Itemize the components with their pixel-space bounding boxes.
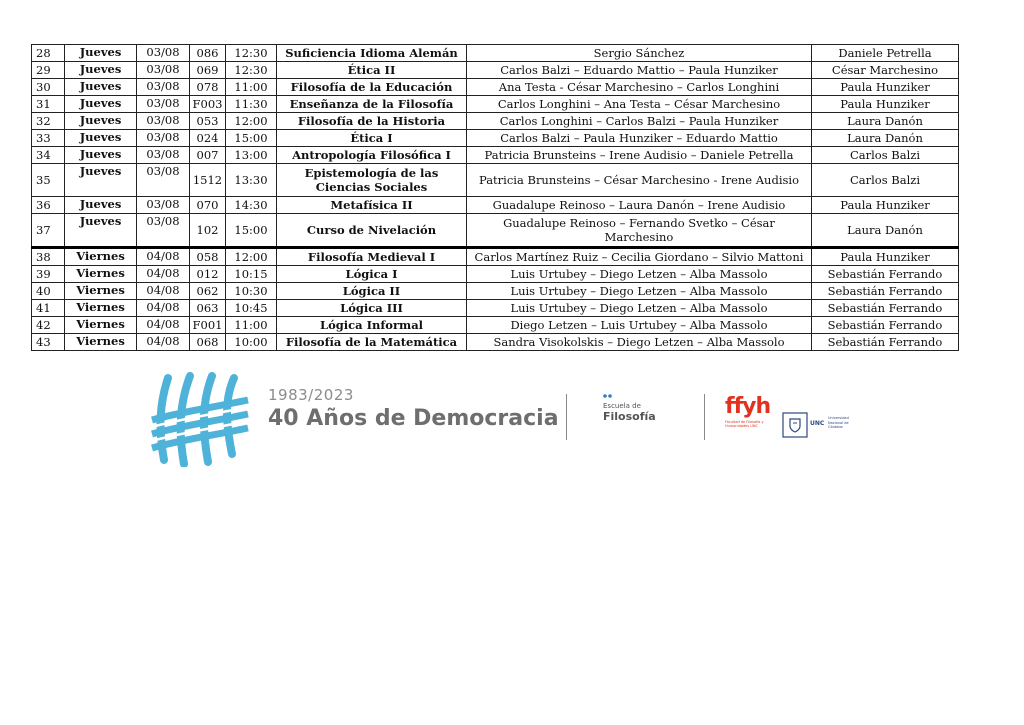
room-cell: 024: [190, 130, 226, 147]
day-cell: Jueves: [65, 164, 137, 197]
day-cell: Jueves: [65, 130, 137, 147]
time-cell: 13:00: [226, 147, 277, 164]
unc-text: Universidad Nacional de Córdoba: [828, 416, 849, 429]
substitute-cell: Carlos Balzi: [812, 147, 959, 164]
day-cell: Viernes: [65, 248, 137, 266]
table-row: [32, 266, 959, 283]
exam-schedule-table: [31, 44, 959, 351]
room-cell: F003: [190, 96, 226, 113]
time-cell: 15:00: [226, 214, 277, 248]
tribunal-cell: Guadalupe Reinoso – Laura Danón – Irene Audisio: [467, 197, 812, 214]
room-cell: 078: [190, 79, 226, 96]
tribunal-cell: Carlos Balzi – Eduardo Mattio – Paula Hunziker: [467, 62, 812, 79]
substitute-cell: Paula Hunziker: [812, 248, 959, 266]
subject-cell: Lógica III: [277, 300, 467, 317]
subject-cell: Lógica I: [277, 266, 467, 283]
date-cell: 03/08: [137, 96, 190, 113]
room-cell: 063: [190, 300, 226, 317]
table-row: [32, 113, 959, 130]
unc-logo: [780, 412, 858, 438]
tribunal-cell: Carlos Longhini – Carlos Balzi – Paula Hunziker: [467, 113, 812, 130]
table-row: [32, 130, 959, 147]
day-cell: Jueves: [65, 62, 137, 79]
table-row: [32, 96, 959, 113]
table-row: [32, 283, 959, 300]
table-row: [32, 300, 959, 317]
substitute-cell: Sebastián Ferrando: [812, 266, 959, 283]
time-cell: 12:30: [226, 62, 277, 79]
day-cell: Viernes: [65, 300, 137, 317]
substitute-cell: Daniele Petrella: [812, 45, 959, 62]
row-number: 30: [32, 79, 65, 96]
day-cell: Viernes: [65, 317, 137, 334]
time-cell: 10:45: [226, 300, 277, 317]
substitute-cell: Sebastián Ferrando: [812, 283, 959, 300]
footer-logos: [150, 372, 870, 467]
subject-cell: Metafísica II: [277, 197, 467, 214]
row-number: 39: [32, 266, 65, 283]
substitute-cell: Paula Hunziker: [812, 79, 959, 96]
ffyh-logo: [725, 396, 771, 428]
table-row: [32, 248, 959, 266]
substitute-cell: Paula Hunziker: [812, 197, 959, 214]
day-cell: Viernes: [65, 334, 137, 351]
subject-cell: Filosofía de la Educación: [277, 79, 467, 96]
room-cell: 062: [190, 283, 226, 300]
date-cell: 04/08: [137, 334, 190, 351]
day-cell: Jueves: [65, 96, 137, 113]
row-number: 35: [32, 164, 65, 197]
row-number: 41: [32, 300, 65, 317]
subject-cell: Suficiencia Idioma Alemán: [277, 45, 467, 62]
room-cell: 102: [190, 214, 226, 248]
time-cell: 12:00: [226, 113, 277, 130]
date-cell: 04/08: [137, 266, 190, 283]
room-cell: 012: [190, 266, 226, 283]
time-cell: 10:30: [226, 283, 277, 300]
day-cell: Jueves: [65, 79, 137, 96]
tribunal-cell: Patricia Brunsteins – Irene Audisio – Daniele Petrella: [467, 147, 812, 164]
date-cell: 03/08: [137, 164, 190, 197]
date-cell: 03/08: [137, 130, 190, 147]
day-cell: Viernes: [65, 266, 137, 283]
room-cell: 070: [190, 197, 226, 214]
time-cell: 12:00: [226, 248, 277, 266]
escuela-label: Escuela de: [603, 402, 641, 410]
date-cell: 03/08: [137, 147, 190, 164]
table-row: [32, 214, 959, 248]
tribunal-cell: Luis Urtubey – Diego Letzen – Alba Massolo: [467, 283, 812, 300]
row-number: 36: [32, 197, 65, 214]
subject-cell: Filosofía Medieval I: [277, 248, 467, 266]
substitute-cell: Laura Danón: [812, 130, 959, 147]
tribunal-cell: Carlos Longhini – Ana Testa – César Marchesino: [467, 96, 812, 113]
substitute-cell: César Marchesino: [812, 62, 959, 79]
table-row: [32, 62, 959, 79]
date-cell: 03/08: [137, 62, 190, 79]
row-number: 31: [32, 96, 65, 113]
room-cell: 007: [190, 147, 226, 164]
row-number: 28: [32, 45, 65, 62]
date-cell: 04/08: [137, 317, 190, 334]
unc-label: UNC: [810, 420, 825, 427]
day-cell: Viernes: [65, 283, 137, 300]
tribunal-cell: Carlos Balzi – Paula Hunziker – Eduardo Mattio: [467, 130, 812, 147]
table-row: [32, 164, 959, 197]
date-cell: 03/08: [137, 214, 190, 248]
anniversary-title: 40 Años de Democracia: [268, 406, 559, 431]
tribunal-cell: Sandra Visokolskis – Diego Letzen – Alba Massolo: [467, 334, 812, 351]
row-number: 42: [32, 317, 65, 334]
time-cell: 11:00: [226, 317, 277, 334]
subject-cell: Lógica Informal: [277, 317, 467, 334]
time-cell: 15:00: [226, 130, 277, 147]
room-cell: 086: [190, 45, 226, 62]
subject-cell: Ética I: [277, 130, 467, 147]
divider: [704, 394, 705, 440]
room-cell: 1512: [190, 164, 226, 197]
row-number: 37: [32, 214, 65, 248]
subject-cell: Ética II: [277, 62, 467, 79]
table-row: [32, 45, 959, 62]
row-number: 43: [32, 334, 65, 351]
table-row: [32, 317, 959, 334]
substitute-cell: Sebastián Ferrando: [812, 317, 959, 334]
substitute-cell: Paula Hunziker: [812, 96, 959, 113]
time-cell: 11:30: [226, 96, 277, 113]
date-cell: 03/08: [137, 197, 190, 214]
tribunal-cell: Luis Urtubey – Diego Letzen – Alba Massolo: [467, 300, 812, 317]
dots-icon: [603, 394, 615, 398]
room-cell: 069: [190, 62, 226, 79]
row-number: 34: [32, 147, 65, 164]
table-row: [32, 197, 959, 214]
ffyh-wordmark: ffyh: [725, 394, 771, 419]
time-cell: 13:30: [226, 164, 277, 197]
anniversary-years: 1983/2023: [268, 386, 354, 404]
row-number: 29: [32, 62, 65, 79]
subject-cell: Filosofía de la Historia: [277, 113, 467, 130]
tribunal-cell: Ana Testa - César Marchesino – Carlos Longhini: [467, 79, 812, 96]
filosofia-label: Filosofía: [603, 410, 656, 423]
time-cell: 14:30: [226, 197, 277, 214]
time-cell: 11:00: [226, 79, 277, 96]
substitute-cell: Sebastián Ferrando: [812, 300, 959, 317]
day-cell: Jueves: [65, 147, 137, 164]
table-row: [32, 334, 959, 351]
date-cell: 03/08: [137, 45, 190, 62]
subject-cell: Epistemología de las Ciencias Sociales: [277, 164, 467, 197]
row-number: 40: [32, 283, 65, 300]
tribunal-cell: Sergio Sánchez: [467, 45, 812, 62]
time-cell: 10:00: [226, 334, 277, 351]
day-cell: Jueves: [65, 113, 137, 130]
row-number: 38: [32, 248, 65, 266]
room-cell: 053: [190, 113, 226, 130]
tribunal-cell: Patricia Brunsteins – César Marchesino - Irene Audisio: [467, 164, 812, 197]
tribunal-cell: Carlos Martínez Ruiz – Cecilia Giordano – Silvio Mattoni: [467, 248, 812, 266]
unc-shield-icon: [782, 412, 808, 438]
date-cell: 04/08: [137, 300, 190, 317]
row-number: 32: [32, 113, 65, 130]
day-cell: Jueves: [65, 214, 137, 248]
substitute-cell: Laura Danón: [812, 214, 959, 248]
date-cell: 04/08: [137, 248, 190, 266]
time-cell: 12:30: [226, 45, 277, 62]
subject-cell: Lógica II: [277, 283, 467, 300]
subject-cell: Filosofía de la Matemática: [277, 334, 467, 351]
ffyh-subtitle: Facultad de Filosofía y Humanidades UNC: [725, 420, 764, 428]
date-cell: 03/08: [137, 113, 190, 130]
subject-cell: Enseñanza de la Filosofía: [277, 96, 467, 113]
subject-cell: Antropología Filosófica I: [277, 147, 467, 164]
substitute-cell: Sebastián Ferrando: [812, 334, 959, 351]
tribunal-cell: Guadalupe Reinoso – Fernando Svetko – César Marchesino: [467, 214, 812, 248]
time-cell: 10:15: [226, 266, 277, 283]
subject-cell: Curso de Nivelación: [277, 214, 467, 248]
room-cell: 058: [190, 248, 226, 266]
tribunal-cell: Diego Letzen – Luis Urtubey – Alba Massolo: [467, 317, 812, 334]
room-cell: F001: [190, 317, 226, 334]
day-cell: Jueves: [65, 197, 137, 214]
substitute-cell: Laura Danón: [812, 113, 959, 130]
tribunal-cell: Luis Urtubey – Diego Letzen – Alba Massolo: [467, 266, 812, 283]
row-number: 33: [32, 130, 65, 147]
divider: [566, 394, 567, 440]
table-row: [32, 147, 959, 164]
date-cell: 04/08: [137, 283, 190, 300]
substitute-cell: Carlos Balzi: [812, 164, 959, 197]
table-row: [32, 79, 959, 96]
date-cell: 03/08: [137, 79, 190, 96]
democracy-stripes-logo: [150, 372, 250, 467]
room-cell: 068: [190, 334, 226, 351]
day-cell: Jueves: [65, 45, 137, 62]
